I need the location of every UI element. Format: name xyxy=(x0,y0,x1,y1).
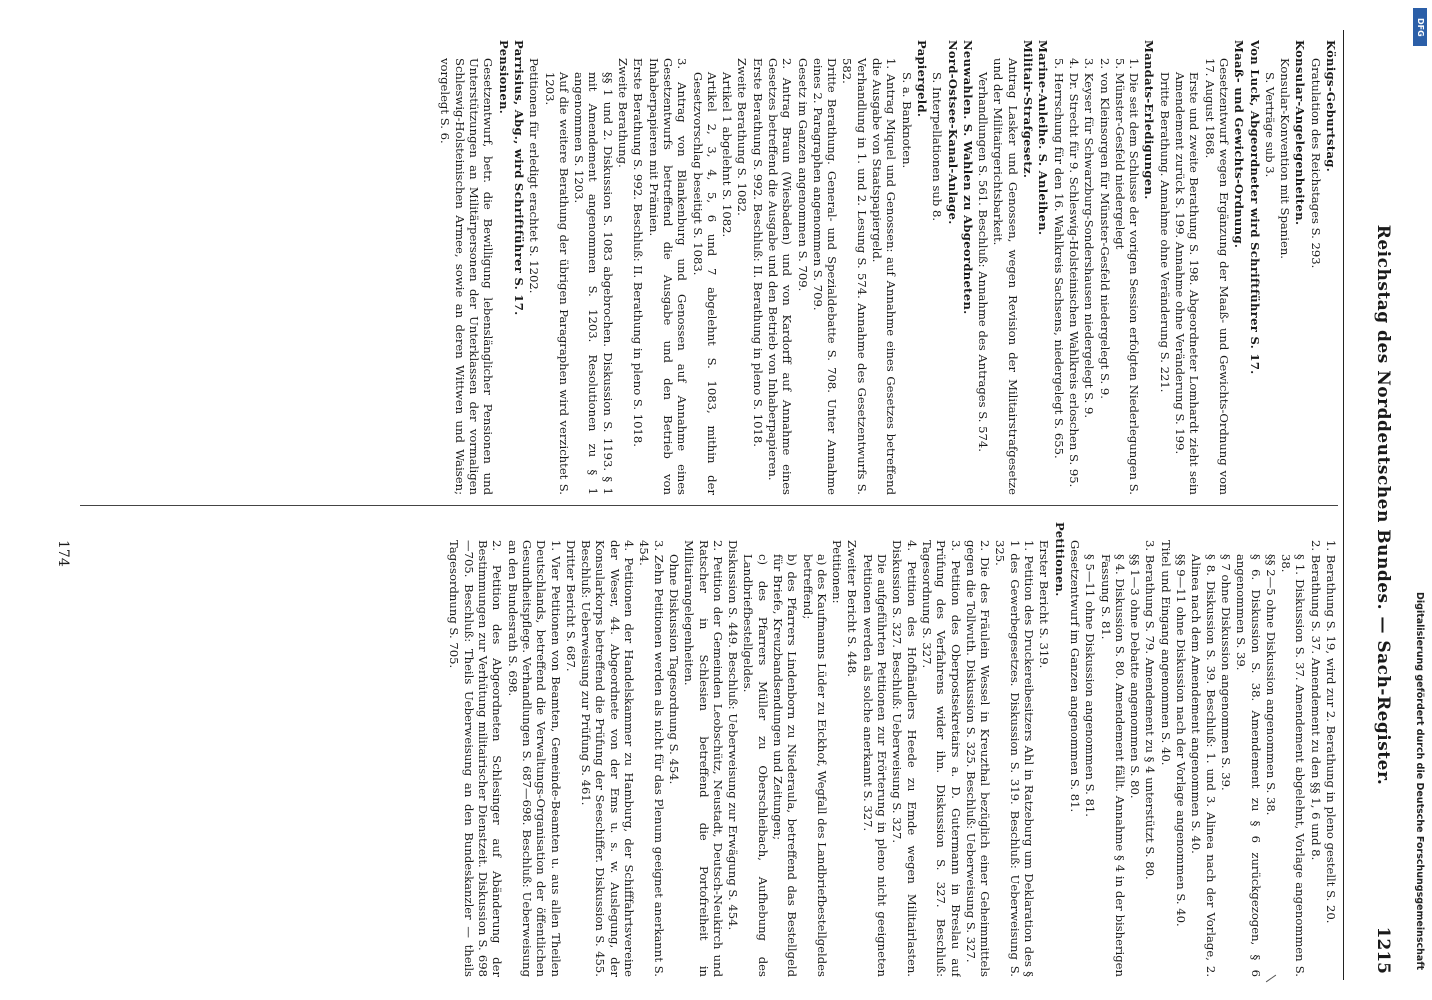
index-entry-text: Artikel 1 abgelehnt S. 1082. xyxy=(720,72,735,238)
index-entry-text: Petitionen: xyxy=(830,540,845,604)
index-entry-heading: Pensionen. xyxy=(496,40,511,115)
index-entry xyxy=(964,522,993,977)
index-entry-heading: Mandats-Erledigungen. xyxy=(1142,40,1157,200)
index-entry xyxy=(741,522,770,977)
index-entry-text: Erster Bericht S. 319. xyxy=(1037,540,1052,669)
index-entry-text: 5. Herrschung für den 16. Wahlkreis Sachsens, niedergelegt S. 655. xyxy=(1051,58,1066,459)
index-entry-text: Petitionen für erledigt erachtet S. 1202. xyxy=(527,58,542,294)
index-entry xyxy=(1174,522,1188,977)
index-entry xyxy=(1247,40,1261,495)
index-entry xyxy=(1308,522,1322,977)
index-entry xyxy=(1097,40,1111,495)
index-entry xyxy=(915,40,929,495)
index-entry xyxy=(646,40,689,495)
index-entry xyxy=(1113,40,1142,495)
index-entry-text: c) des Pfarrers Müller zu Oberschleibach, Aufhebung des Landbriefbestellgeldes. xyxy=(741,554,770,977)
index-entry-text: Erste und zweite Berathung S. 198. Abgeordneter Lomhardt zieht sein Amendement zurück S. 199. Annahme ohne Veränderung S. 199. xyxy=(1173,72,1202,495)
index-entry-text: Erste Berathung S. 992. Beschluß: II. Berathung in pleno S. 1018. xyxy=(750,58,765,447)
index-entry xyxy=(631,40,645,495)
index-entry-text: § 6. Diskussion S. 38. Amendement zu § 6 zurückgezogen, § 6 angenommen S. 39. xyxy=(1234,554,1263,977)
index-entry xyxy=(1279,522,1308,977)
column-divider xyxy=(80,505,1338,506)
index-entry-text: Konsular-Konvention mit Spanien. xyxy=(1278,58,1293,259)
index-entry xyxy=(564,522,578,977)
index-entry-text: Auf die weitere Berathung der übrigen Paragraphen wird verzichtet S. 1203. xyxy=(542,72,571,495)
index-entry xyxy=(1021,40,1035,495)
index-entry-text: 2. Petition der Gemeinden Leobschütz, Neustadt, Deutsch-Neukirch und Ratscher in Schlesien betreffend die Portofreiheit in Militairangelegenheiten. xyxy=(682,540,725,977)
index-entry-text: Ohne Diskussion Tagesordnung S. 454. xyxy=(666,554,681,785)
index-entry xyxy=(1082,40,1096,495)
index-entry xyxy=(1143,522,1157,977)
index-entry-text: 1. Antrag Miquel und Genossen: auf Annahme eines Gesetzes betreffend die Ausgabe von Staatspapiergeld. xyxy=(870,58,899,495)
index-entry-text: Dritte Berathung. Annahme ohne Veränderung S. 221. xyxy=(1157,72,1172,393)
index-entry xyxy=(811,40,840,495)
right-column xyxy=(60,522,1338,977)
index-entry xyxy=(766,40,795,495)
index-entry-heading: Marine-Anleihe. S. Anleihen. xyxy=(1036,40,1051,236)
page-title: Reichstag des Norddeutschen Bundes. — Sach-Register. xyxy=(1373,224,1393,786)
index-entry xyxy=(572,40,615,495)
index-entry xyxy=(1083,522,1097,977)
index-entry xyxy=(845,522,859,977)
index-entry-text: 3. Berathung S. 79. Amendement zu § 4 unterstützt S. 80. xyxy=(1143,540,1158,880)
digitization-caption xyxy=(1406,0,1432,1000)
index-entry-text: 2. von Kleinsorgen für Münster-Gesfeld niedergelegt S. 9. xyxy=(1097,58,1112,399)
index-entry-text: 2. Antrag Braun (Wiesbaden) und von Kardorff auf Annahme eines Gesetzes betreffend die Ausgabe und den Betrieb von Inhaberpapieren. xyxy=(766,58,795,495)
index-entry-text: 3. Petition des Oberpostsekretairs a. D. Gutermann in Breslau auf Prüfung des Verfahrens wider ihn. Diskussion S. 327. Beschluß: Tagesordnung S. 327. xyxy=(919,540,963,977)
index-entry xyxy=(1293,40,1307,495)
index-entry xyxy=(1128,522,1142,977)
index-entry-text: 1. Berathung S. 19, wird zur 2. Berathung in pleno gestellt S. 20. xyxy=(1324,540,1338,924)
index-entry xyxy=(512,40,526,495)
index-entry-text: 3. Zehn Petitionen werden als nicht für das Plenum geeignet anerkannt S. 454. xyxy=(637,540,666,977)
index-entry xyxy=(616,40,630,495)
index-entry xyxy=(1324,522,1338,977)
page-header xyxy=(1343,30,1394,980)
index-entry xyxy=(750,40,764,495)
index-entry-text: § 1. Diskussion S. 37. Amendement abgelehnt, Vorlage angenommen S. 38. xyxy=(1279,554,1308,977)
index-entry-text: Zweite Berathung. xyxy=(616,58,631,168)
index-entry-text: a) des Kaufmanns Lüder zu Eickhof, Wegfall des Landbriefbestellgeldes betreffend; xyxy=(800,554,829,977)
index-entry-text: § 8. Diskussion S. 39. Beschluß: 1. und 3. Alinea nach der Vorlage, 2. Alinea nach dem Amendement angenommen S. 40. xyxy=(1189,554,1218,977)
index-entry-text: §§ 1 und 2. Diskussion S. 1083 abgebrochen. Diskussion S. 1193. § 1 mit Amendement angenommen S. 1203. Resolutionen zu § 1 angenommen S. 1203. xyxy=(572,72,615,495)
index-entry xyxy=(1219,522,1233,977)
index-entry-text: 2. Petition des Abgeordneten Schlesinger auf Abänderung der Bestimmungen zur Verhütung militairischer Dienstzeit. Diskussion S. 698—705. Beschluß: Theils Ueberweisung an den Bundeskanzler — theils Tagesordnung S. 705. xyxy=(447,540,505,977)
index-entry xyxy=(505,522,562,977)
index-entry-text: §§ 1—3 ohne Debatte angenommen S. 80. xyxy=(1128,554,1143,799)
index-entry xyxy=(890,522,919,977)
index-entry xyxy=(976,40,990,495)
index-entry-heading: Von Luck, Abgeordneter wird Schriftführer S. 17. xyxy=(1247,40,1262,375)
dfg-caption-text: Digitalisierung gefördert durch die Deutsche Forschungsgemeinschaft xyxy=(1414,592,1425,970)
index-entry xyxy=(735,40,749,495)
index-entry xyxy=(1068,522,1082,977)
index-entry-text: Verhandlungen S. 561. Beschluß: Annahme des Antrages S. 574. xyxy=(976,72,991,452)
index-entry xyxy=(527,40,541,495)
index-entry-text: Dritter Bericht S. 687. xyxy=(563,540,578,672)
index-entry xyxy=(961,40,975,495)
index-entry xyxy=(1264,522,1278,977)
index-entry xyxy=(637,522,666,977)
index-entry xyxy=(800,522,829,977)
index-entry xyxy=(1263,40,1277,495)
index-entry-text: Gesetzentwurf wegen Ergänzung der Maaß- und Gewichts-Ordnung vom 17. August 1868. xyxy=(1202,58,1231,495)
index-entry xyxy=(720,40,734,495)
index-entry xyxy=(993,522,1036,977)
dfg-logo: DFG xyxy=(1413,8,1427,46)
index-entry xyxy=(1052,522,1066,977)
index-entry xyxy=(447,522,504,977)
index-entry-text: 2. Die des Fräulein Wessel in Kreuzthal bezüglich einer Geheimmittels gegen die Tollwuth. Diskussion S. 325. Beschluß: Ueberweisung S. 327. xyxy=(963,540,993,977)
index-entry-text: S. a. Banknoten. xyxy=(899,72,914,169)
index-entry-text: Gesetz im Ganzen angenommen S. 709. xyxy=(795,58,810,292)
index-entry xyxy=(1232,40,1246,495)
index-entry-text: § 4. Diskussion S. 80. Amendement fällt. Annahme § 4 in der bisherigen Fassung S. 81. xyxy=(1098,554,1127,977)
index-entry xyxy=(1037,522,1051,977)
index-entry xyxy=(771,522,800,977)
index-entry-text: Gesetzentwurf, betr. die Bewilligung lebenslänglicher Pensionen und Unterstützungen an Militärpersonen der Unterklassen der vormaligen Schleswig-Holsteinischen Armee, sowie an deren Wittwen und Waisen; vorgelegt S. 6. xyxy=(438,58,496,495)
index-entry xyxy=(991,40,1020,495)
index-entry xyxy=(945,40,959,495)
index-entry-text: 4. Dr. Strecht für 9. Schleswig-Holsteinischen Wahlkreis erloschen S. 95. xyxy=(1066,58,1081,488)
index-entry xyxy=(830,522,844,977)
index-entry xyxy=(682,522,725,977)
index-entry xyxy=(899,40,913,495)
index-entry-text: b) des Pfarrers Lindenborn zu Niederaula, betreffend das Bestellgeld für Briefe, Kreuzbandsendungen und Zeitungen; xyxy=(771,554,800,977)
index-entry-heading: Nord-Ostsee-Kanal-Anlage. xyxy=(945,40,960,225)
index-entry xyxy=(920,522,963,977)
index-entry-text: Verhandlung in 1. und 2. Lesung S. 574. Annahme des Gesetzentwurfs S. 582. xyxy=(840,58,869,495)
index-entry-text: Dritte Berathung. General- und Spezialdebatte S. 708. Unter Annahme eines 2. Paragraphen angenommen S. 709. xyxy=(810,58,840,495)
index-entry xyxy=(496,40,510,495)
index-entry-text: 3. Antrag von Blankenburg und Genossen auf Annahme eines Gesetzentwurfs betreffend die Ausgabe und den Betrieb von Inhaberpapieren mit Prämien. xyxy=(646,58,690,495)
index-entry-text: 4. Petitionen der Handelskammer zu Hamburg, der Schifffahrtsvereine der Weser, 44. Abgeordnete von der Ems u. s. w. Auslegung, der Konsularkorps betreffend die Prüfung der Seeschiffer. Diskussion S. 455. Beschluß: Ueberweisung zur Prüfung S. 461. xyxy=(579,540,637,977)
index-entry xyxy=(1324,40,1338,495)
index-entry xyxy=(1278,40,1292,495)
index-entry xyxy=(930,40,944,495)
index-entry xyxy=(726,522,740,977)
index-entry-heading: Petitionen. xyxy=(1052,522,1067,597)
index-entry xyxy=(1098,522,1127,977)
index-entry-heading: Königs-Geburtstag. xyxy=(1324,40,1338,173)
page-signature: 174 xyxy=(55,540,71,567)
index-entry-text: § 7 ohne Diskussion angenommen S. 39. xyxy=(1218,554,1233,791)
index-entry-text: Artikel 2, 3, 4, 5, 6 und 7 abgelehnt S. 1083, mithin der Gesetzvorschlag beseitigt S. 1083. xyxy=(690,72,719,495)
index-entry xyxy=(1173,40,1202,495)
index-entry-text: §§ 2—5 ohne Diskussion angenommen S. 38. xyxy=(1263,554,1278,816)
index-entry xyxy=(690,40,719,495)
index-entry-text: Zweite Berathung S. 1082. xyxy=(735,58,750,216)
index-entry-heading: Konsular-Angelegenheiten. xyxy=(1293,40,1308,226)
index-entry-text: § 5—11 ohne Diskussion angenommen S. 81. xyxy=(1083,554,1098,817)
index-entry-text: 1. Vier Petitionen von Beamten, Gemeinde-Beamten u. aus allen Theilen Deutschlands, betreffend die Verwaltungs-Organisation der öffentlichen Gesundheitspflege. Verhandlungen S. 687—698. Beschluß: Ueberweisung an den Bundesrath S. 698. xyxy=(505,540,563,977)
index-entry-heading: Neuwahlen. S. Wahlen zu Abgeordneten. xyxy=(960,40,975,315)
index-entry-text: 1. Petition des Druckereibesitzers Ahl in Ratzeburg um Deklaration des § 1 des Gewerbegesetzes. Diskussion S. 319. Beschluß: Ueberweisung S. 325. xyxy=(993,540,1037,977)
index-entry-text: Diskussion S. 449. Beschluß: Ueberweisung zur Erwägung S. 454. xyxy=(726,540,741,931)
index-entry-text: Gesetzentwurf im Ganzen angenommen S. 81. xyxy=(1067,540,1082,813)
index-entry xyxy=(1189,522,1218,977)
index-entry-text: Zweiter Bericht S. 448. xyxy=(845,540,860,677)
page-number: 1215 xyxy=(1373,926,1393,974)
index-entry-text: Antrag Lasker und Genossen, wegen Revision der Militairstrafgesetze und der Militairgerichtsbarkeit. xyxy=(991,58,1020,495)
index-entry xyxy=(1158,522,1172,977)
index-entry xyxy=(1067,40,1081,495)
left-column xyxy=(60,40,1338,495)
index-entry xyxy=(1202,40,1231,495)
index-entry-text: §§ 9—11 ohne Diskussion nach der Vorlage angenommen S. 40. xyxy=(1174,554,1189,927)
index-entry-text: 4. Petition des Hofhändlers Heede zu Emde wegen Militairlasten. Diskussion S. 327. Beschluß: Ueberweisung S. 327. xyxy=(890,540,919,977)
index-entry xyxy=(1234,522,1263,977)
index-entry xyxy=(1036,40,1050,495)
index-entry-heading: Papiergeld. xyxy=(914,40,929,118)
index-entry xyxy=(667,522,681,977)
index-entry-text: Erste Berathung S. 992. Beschluß: II. Berathung in pleno S. 1018. xyxy=(631,58,646,447)
index-entry-heading: Maaß- und Gewichts-Ordnung. xyxy=(1232,40,1247,249)
index-entry-text: 3. Keyser für Schwarzburg-Sondershausen niedergelegt S. 9. xyxy=(1082,58,1097,419)
index-entry xyxy=(1157,40,1171,495)
index-entry-text: Die aufgeführten Petitionen zur Erörterung in pleno nicht geeigneten Petitionen werden als solche anerkannt S. 327. xyxy=(860,554,890,977)
index-entry xyxy=(795,40,809,495)
index-entry-text: Gratulation des Reichstages S. 293. xyxy=(1308,58,1323,269)
index-entry xyxy=(840,40,869,495)
index-entry xyxy=(1308,40,1322,495)
index-entry xyxy=(438,40,495,495)
index-entry-text: 1. Die seit dem Schlusse der vorigen Session erfolgten Niederlegungen S. 5. Münster-Gesfeld niedergelegt xyxy=(1112,58,1142,495)
index-entry-text: S. Interpellationen sub 8. xyxy=(930,72,945,222)
index-entry xyxy=(579,522,636,977)
index-entry xyxy=(870,40,899,495)
index-entry-text: 2. Berathung S. 37. Amendement zu den §§ 1, 6 und 8. xyxy=(1308,540,1323,861)
index-entry-heading: Militair-Strafgesetz. xyxy=(1021,40,1036,179)
index-entry-text: Titel und Eingang angenommen S. 40. xyxy=(1158,540,1173,766)
index-entry xyxy=(861,522,890,977)
index-entry xyxy=(1142,40,1156,495)
index-entry xyxy=(542,40,571,495)
index-entry xyxy=(1051,40,1065,495)
index-entry-text: S. Verträge sub 3. xyxy=(1262,72,1277,178)
index-entry-heading: Parrisius, Abg., wird Schriftführer S. 17. xyxy=(511,40,526,316)
